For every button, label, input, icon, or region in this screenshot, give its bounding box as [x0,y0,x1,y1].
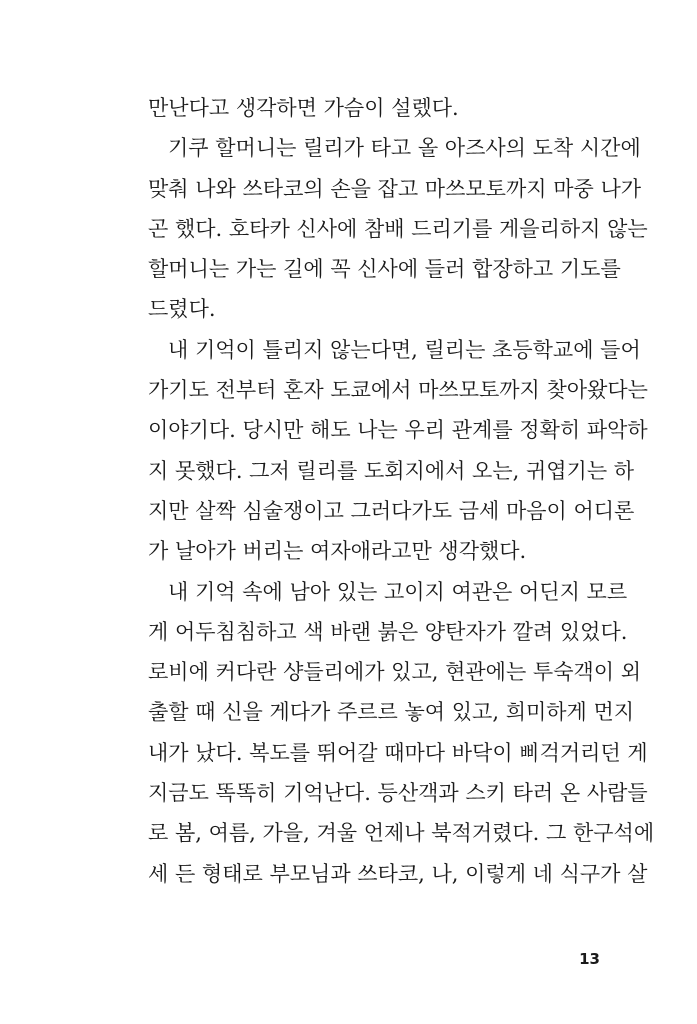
text-line: 이야기다. 당시만 해도 나는 우리 관계를 정확히 파악하 [148,418,648,443]
text-line: 로 봄, 여름, 가을, 겨울 언제나 북적거렸다. 그 한구석에 [148,821,655,846]
text-line: 가기도 전부터 혼자 도쿄에서 마쓰모토까지 찾아왔다는 [148,378,648,403]
text-line: 로비에 커다란 샹들리에가 있고, 현관에는 투숙객이 외 [148,660,642,685]
text-line: 지만 살짝 심술쟁이고 그러다가도 금세 마음이 어디론 [148,498,635,523]
text-line: 가 날아가 버리는 여자애라고만 생각했다. [148,539,527,564]
text-line: 곤 했다. 호타카 신사에 참배 드리기를 게을리하지 않는 [148,216,648,241]
text-line: 만난다고 생각하면 가슴이 설렜다. [148,96,459,120]
text-line: 지금도 똑똑히 기억난다. 등산객과 스키 타러 온 사람들 [148,781,648,806]
text-line: 기쿠 할머니는 릴리가 타고 올 아즈사의 도착 시간에 [168,136,641,161]
text-line: 출할 때 신을 게다가 주르르 놓여 있고, 희미하게 먼지 [148,700,635,725]
text-line: 게 어두침침하고 색 바랜 붉은 양탄자가 깔려 있었다. [148,619,628,644]
page-number: 13 [579,950,600,968]
text-line: 드렸다. [148,297,216,322]
body-text [148,88,655,894]
text-line: 지 못했다. 그저 릴리를 도회지에서 오는, 귀엽기는 하 [148,458,635,483]
text-line: 내 기억 속에 남아 있는 고이지 여관은 어딘지 모르 [168,579,628,604]
text-line: 내가 났다. 복도를 뛰어갈 때마다 바닥이 삐걱거리던 게 [148,740,648,765]
text-line: 맞춰 나와 쓰타코의 손을 잡고 마쓰모토까지 마중 나가 [148,176,642,201]
text-line: 할머니는 가는 길에 꼭 신사에 들러 합장하고 기도를 [148,257,621,282]
text-line: 내 기억이 틀리지 않는다면, 릴리는 초등학교에 들어 [168,337,641,362]
text-line: 세 든 형태로 부모님과 쓰타코, 나, 이렇게 네 식구가 살 [148,861,648,886]
